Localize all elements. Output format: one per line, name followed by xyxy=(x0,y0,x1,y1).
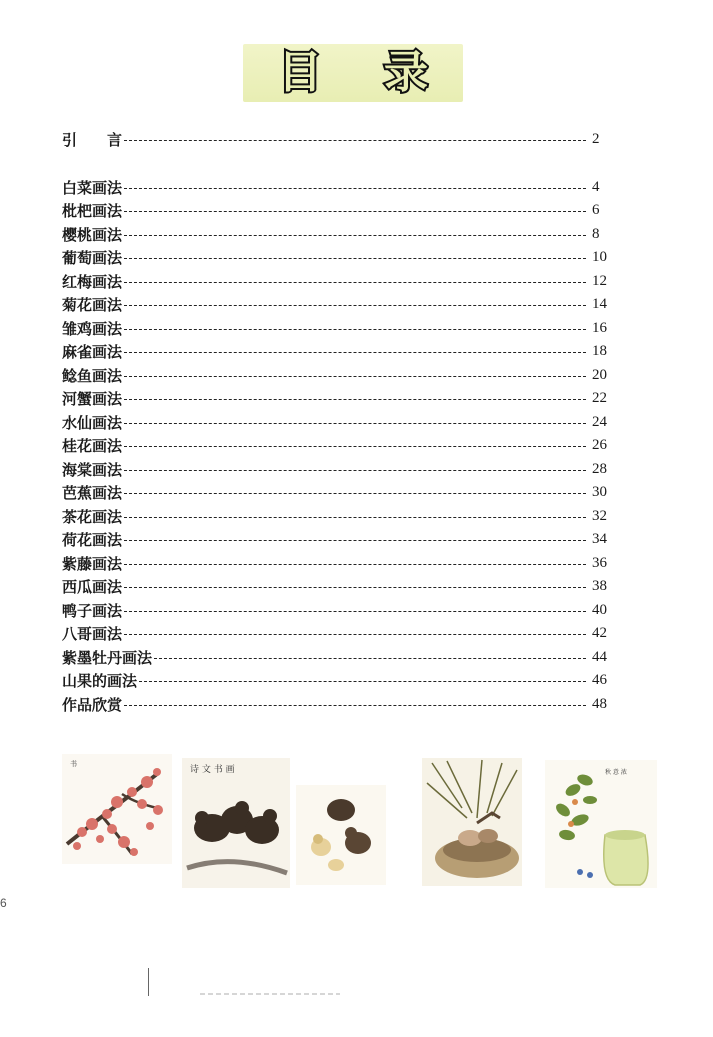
toc-entry xyxy=(62,623,632,645)
toc-entry xyxy=(62,317,632,339)
toc-entry-title: 紫墨牡丹画法 xyxy=(62,648,153,667)
toc-entry xyxy=(62,670,632,692)
toc-entry-page: 20 xyxy=(592,366,607,383)
toc-entry-title: 雏鸡画法 xyxy=(62,319,123,338)
toc-entry xyxy=(62,364,632,386)
toc-entry-page: 40 xyxy=(592,601,607,618)
toc-entry xyxy=(62,693,632,715)
toc-entry xyxy=(62,223,632,245)
chicks-painting xyxy=(296,785,386,885)
toc-leader-dashes xyxy=(124,352,586,353)
toc-entry-page: 12 xyxy=(592,272,607,289)
toc-entry xyxy=(62,176,632,198)
toc-entry-page: 34 xyxy=(592,531,607,547)
toc-entry-page: 36 xyxy=(592,554,607,571)
toc-leader-dashes xyxy=(124,305,586,306)
faint-footer-line xyxy=(200,993,340,995)
toc-entry xyxy=(62,247,632,269)
toc-entry-page: 4 xyxy=(592,178,600,195)
toc-entry xyxy=(62,200,632,222)
toc-entry-title: 西瓜画法 xyxy=(62,578,123,596)
toc-entry xyxy=(62,599,632,621)
toc-entry xyxy=(62,341,632,363)
toc-entry-title: 红梅画法 xyxy=(62,272,123,291)
toc-leader-dashes xyxy=(124,329,586,330)
toc-entry-page: 32 xyxy=(592,507,607,524)
margin-page-mark: 6 xyxy=(0,896,7,910)
toc-leader-dashes xyxy=(124,634,586,635)
toc-entry-title: 海棠画法 xyxy=(62,460,123,479)
toc-entry-title: 芭蕉画法 xyxy=(62,484,123,502)
toc-entry xyxy=(62,435,632,457)
toc-leader-dashes xyxy=(124,258,586,259)
toc-leader-dashes xyxy=(124,493,586,494)
toc-entry-page: 22 xyxy=(592,390,607,406)
toc-leader-dashes xyxy=(124,705,586,706)
toc-entry-page: 28 xyxy=(592,460,607,477)
birds-nest-painting xyxy=(422,758,522,886)
toc-leader-dashes xyxy=(124,140,586,141)
toc-entry-page: 46 xyxy=(592,672,607,688)
toc-entry-page: 24 xyxy=(592,413,607,430)
toc-leader-dashes xyxy=(124,540,586,541)
toc-entry-page: 26 xyxy=(592,437,607,453)
toc-leader-dashes xyxy=(124,446,586,447)
toc-entry-page: 18 xyxy=(592,343,607,359)
toc-entry-title: 山果的画法 xyxy=(62,672,138,690)
toc-entry-title: 樱桃画法 xyxy=(62,225,123,244)
toc-entry xyxy=(62,128,632,150)
flower-vase-painting xyxy=(545,760,657,888)
toc-entry xyxy=(62,294,632,316)
toc-entry-page: 8 xyxy=(592,225,600,242)
toc-leader-dashes xyxy=(124,282,586,283)
toc-entry-title: 鲶鱼画法 xyxy=(62,366,123,385)
toc-entry xyxy=(62,505,632,527)
binding-rule xyxy=(148,968,149,996)
toc-entry-page: 10 xyxy=(592,249,607,265)
svg-text:秋 意 浓: 秋 意 浓 xyxy=(605,769,627,776)
toc-entry-page: 38 xyxy=(592,578,607,594)
toc-entry-title: 白菜画法 xyxy=(62,178,123,197)
toc-entry-title: 河蟹画法 xyxy=(62,390,123,408)
red-plum-blossom-painting xyxy=(62,754,172,864)
toc-entry-page: 30 xyxy=(592,484,607,500)
toc-leader-dashes xyxy=(124,188,586,189)
title-char-mu: 目 xyxy=(278,47,322,98)
toc-leader-dashes xyxy=(124,376,586,377)
toc-entry-title: 菊花画法 xyxy=(62,296,123,314)
toc-entry-title: 紫藤画法 xyxy=(62,554,123,573)
toc-entry-page: 16 xyxy=(592,319,607,336)
toc-entry-title: 引 言 xyxy=(62,130,123,149)
toc-leader-dashes xyxy=(124,587,586,588)
toc-entry-title: 水仙画法 xyxy=(62,413,123,432)
toc-leader-dashes xyxy=(124,564,586,565)
toc-leader-dashes xyxy=(124,611,586,612)
ink-chicks-painting xyxy=(182,758,290,888)
toc-entry-title: 葡萄画法 xyxy=(62,249,123,267)
toc-entry-title: 鸭子画法 xyxy=(62,601,123,620)
toc-entry-title: 桂花画法 xyxy=(62,437,123,455)
toc-entry-title: 麻雀画法 xyxy=(62,343,123,361)
toc-leader-dashes xyxy=(124,470,586,471)
title-banner xyxy=(243,44,463,102)
svg-text:书: 书 xyxy=(70,760,77,768)
svg-text:诗 文 书 画: 诗 文 书 画 xyxy=(190,765,235,775)
toc-entry-title: 茶花画法 xyxy=(62,507,123,526)
toc-entry-title: 荷花画法 xyxy=(62,531,123,549)
toc-entry-page: 2 xyxy=(592,130,600,147)
toc-leader-dashes xyxy=(139,681,586,682)
toc-entry xyxy=(62,270,632,292)
toc-entry-page: 14 xyxy=(592,296,607,312)
toc-entry xyxy=(62,411,632,433)
toc-entry-page: 48 xyxy=(592,695,607,712)
toc-entry xyxy=(62,552,632,574)
toc-leader-dashes xyxy=(124,423,586,424)
toc-entry xyxy=(62,529,632,551)
toc-leader-dashes xyxy=(124,399,586,400)
toc-entry-title: 作品欣赏 xyxy=(62,695,123,714)
title-char-lu: 录 xyxy=(384,47,428,98)
toc-entry xyxy=(62,646,632,668)
toc-leader-dashes xyxy=(124,235,586,236)
toc-entry-page: 42 xyxy=(592,625,607,641)
toc-entry xyxy=(62,458,632,480)
toc-entry xyxy=(62,576,632,598)
toc-entry xyxy=(62,482,632,504)
toc-entry-page: 44 xyxy=(592,648,607,665)
toc-entry-title: 枇杷画法 xyxy=(62,202,123,220)
toc-leader-dashes xyxy=(124,517,586,518)
toc-entry xyxy=(62,388,632,410)
toc-entry-page: 6 xyxy=(592,202,600,218)
toc-entry-title: 八哥画法 xyxy=(62,625,123,643)
toc-leader-dashes xyxy=(154,658,586,659)
toc-leader-dashes xyxy=(124,211,586,212)
